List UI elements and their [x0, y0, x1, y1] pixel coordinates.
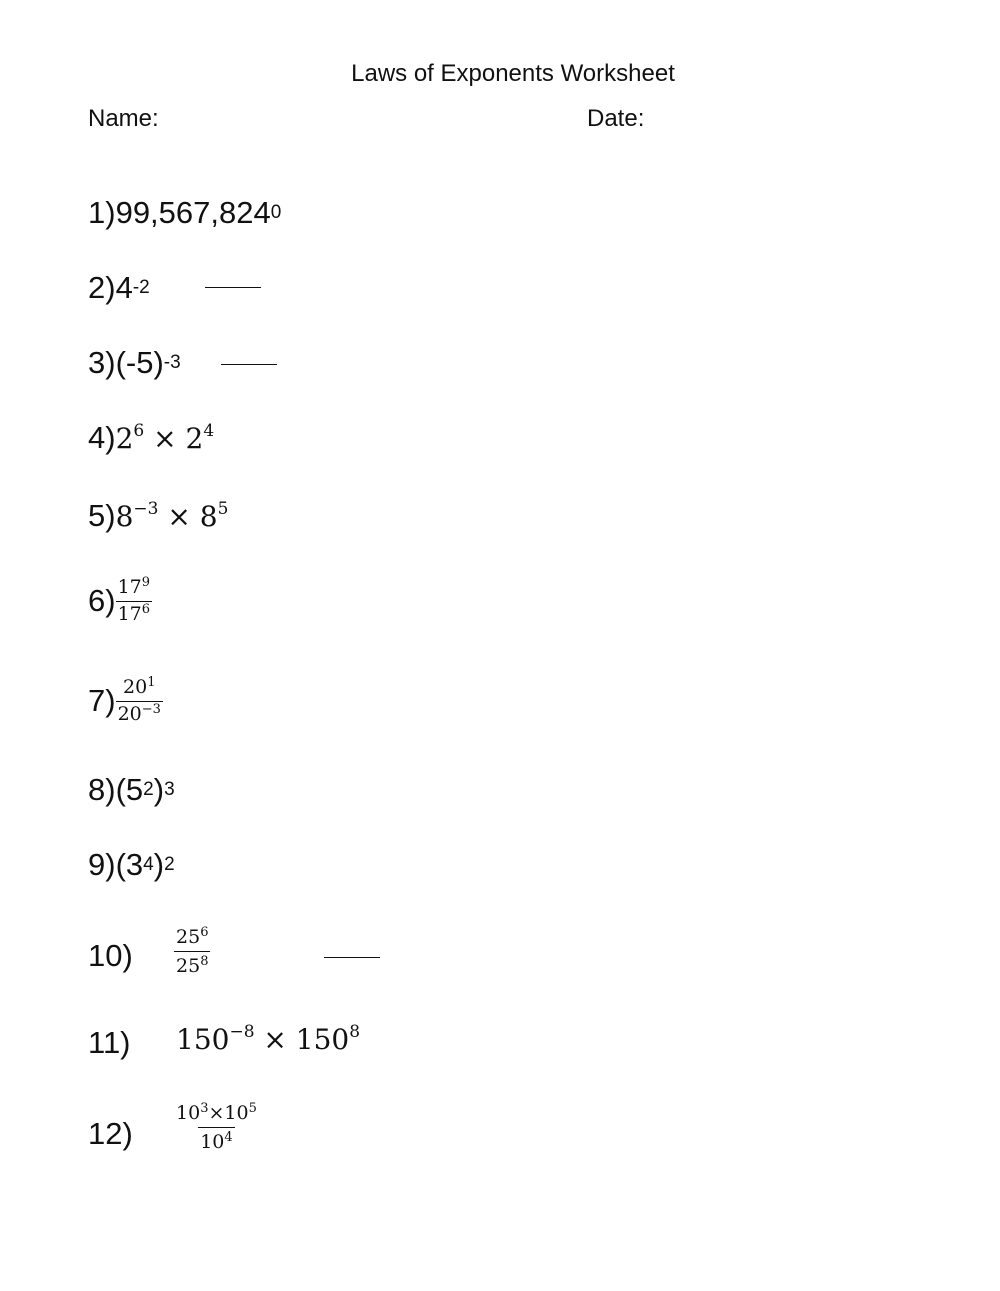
answer-blank-line — [205, 287, 261, 288]
numerator: $10^3\times 10^5$ — [176, 1101, 257, 1124]
question-6 — [88, 575, 152, 625]
times-sign: × — [263, 1023, 287, 1056]
fraction — [174, 1102, 259, 1153]
numerator: $17^9$ — [117, 575, 151, 598]
question-9: 9) (3 4 ) 2 — [88, 847, 175, 882]
question-number: 5) — [88, 498, 116, 533]
base: 99,567,824 — [115, 195, 271, 230]
question-number: 12) — [88, 1116, 133, 1151]
question-number: 6) — [88, 583, 116, 619]
fraction — [116, 575, 152, 625]
numerator: $25^6$ — [176, 925, 209, 948]
question-12-expression — [174, 1102, 259, 1153]
question-number: 1) — [88, 195, 116, 230]
question-4 — [88, 420, 214, 456]
question-number: 9) — [88, 847, 116, 882]
close-paren: ) — [153, 847, 165, 882]
answer-blank-line — [324, 957, 380, 958]
inner-base: (3 — [115, 847, 144, 882]
question-5 — [88, 498, 228, 534]
date-label: Date: — [587, 105, 645, 132]
fraction — [116, 675, 163, 725]
name-label: Name: — [88, 105, 159, 132]
inner-base: (5 — [115, 772, 144, 807]
expression: $8^{-3} \times 8^5$ — [115, 498, 229, 533]
denominator: $20^{-3}$ — [117, 701, 161, 725]
question-number: 2) — [88, 270, 116, 305]
denominator: $10^4$ — [198, 1127, 234, 1153]
denominator: $25^8$ — [174, 951, 210, 977]
question-number: 4) — [88, 420, 116, 455]
fraction — [174, 926, 210, 977]
numerator: $20^1$ — [123, 675, 156, 698]
worksheet-title: Laws of Exponents Worksheet — [351, 60, 675, 87]
question-number: 3) — [88, 345, 116, 380]
expression: $2^6 \times 2^4$ — [115, 420, 215, 455]
denominator: $17^6$ — [117, 601, 151, 625]
question-8: 8) (5 2 ) 3 — [88, 772, 175, 807]
times-sign: × — [153, 421, 177, 455]
question-number: 10) — [88, 938, 133, 973]
question-1: 1) 99,567,824 0 — [88, 195, 282, 230]
question-10-expression — [174, 926, 210, 977]
answer-blank-line — [221, 364, 277, 365]
question-number: 8) — [88, 772, 116, 807]
question-11-expression: $150^{-8} \times 150^8$ — [176, 1022, 361, 1056]
question-number: 11) — [88, 1025, 131, 1060]
question-10 — [88, 938, 133, 974]
question-2: 2) 4 -2 — [88, 270, 150, 305]
question-3: 3) (-5) -3 — [88, 345, 181, 380]
question-7 — [88, 675, 163, 725]
times-sign: × — [167, 499, 191, 533]
times-sign: × — [208, 1102, 225, 1124]
question-number: 7) — [88, 683, 116, 719]
close-paren: ) — [153, 772, 165, 807]
base: 4 — [115, 270, 133, 305]
question-11 — [88, 1025, 131, 1061]
base: (-5) — [115, 345, 164, 380]
question-12 — [88, 1116, 133, 1152]
